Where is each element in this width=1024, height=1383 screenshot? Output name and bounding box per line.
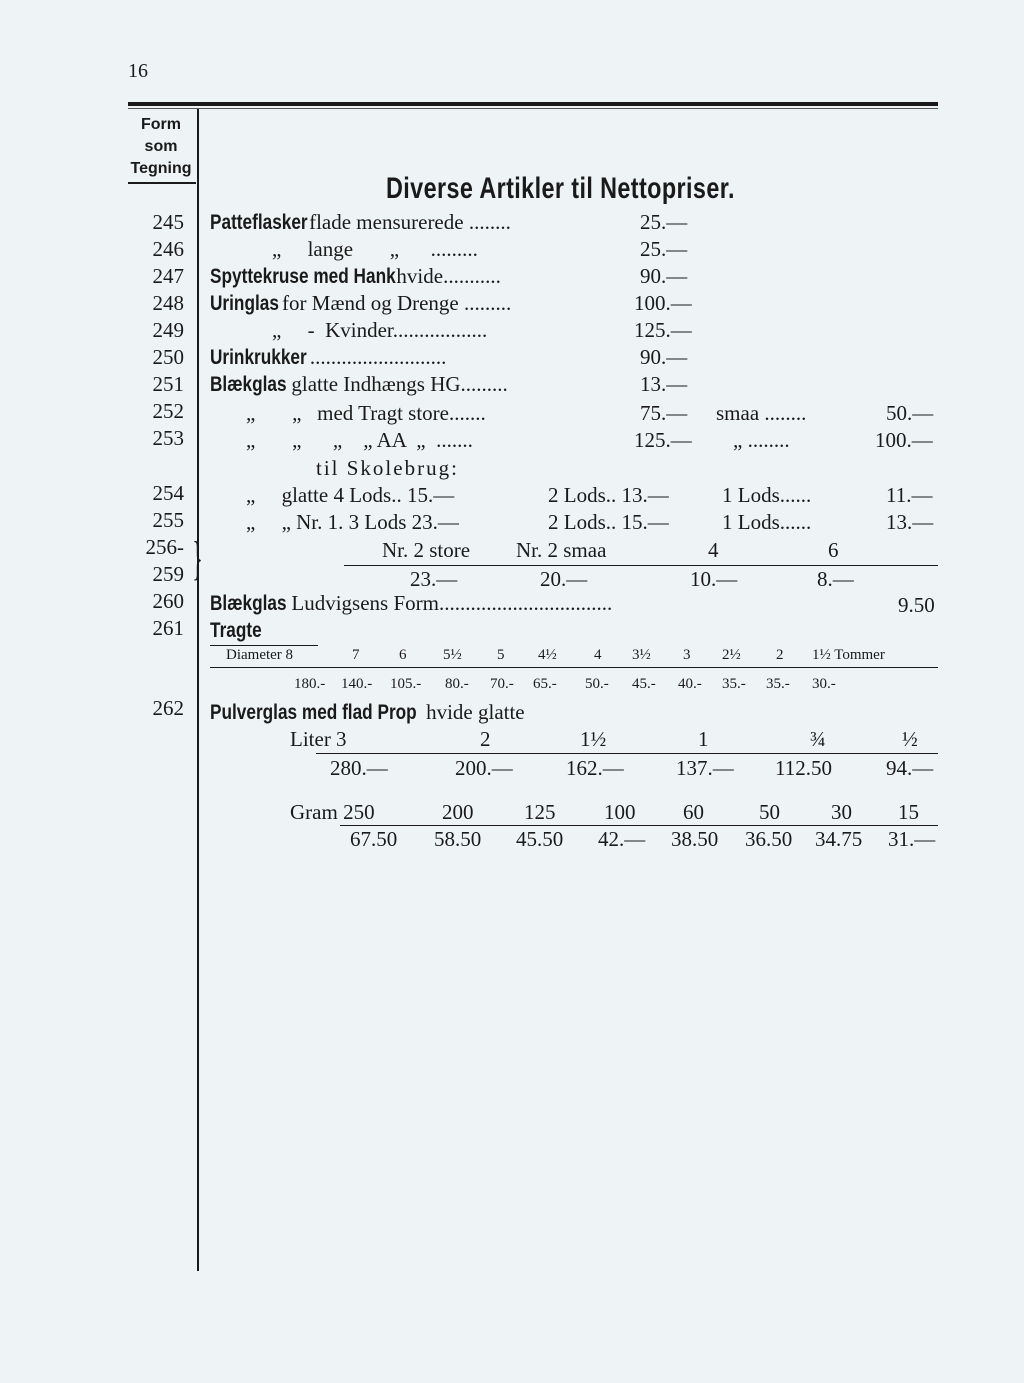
cell: 34.75: [815, 827, 863, 851]
cell: 50: [759, 800, 780, 824]
cell: 60: [683, 800, 704, 824]
cell: 45.-: [632, 676, 656, 692]
form-number: 261: [152, 616, 184, 640]
price: 20.—: [540, 567, 588, 591]
cell: 2: [776, 647, 784, 663]
cell: 35.-: [766, 676, 790, 692]
form-number: 262: [152, 696, 184, 720]
cell: ½: [902, 727, 918, 751]
item-name: Patteflasker: [210, 211, 308, 234]
form-number: 259: [152, 562, 184, 586]
divider: [210, 645, 318, 646]
cell: 94.—: [886, 756, 934, 780]
price: 125.—: [634, 428, 692, 452]
column-divider: [197, 109, 199, 1271]
item-desc: „ - Kvinder..................: [272, 318, 488, 342]
col-d: 13.—: [886, 510, 934, 534]
cell: 112.50: [775, 756, 832, 780]
cell: 50.-: [585, 676, 609, 692]
label: Nr. 2 store: [382, 538, 471, 562]
item-text: [210, 291, 511, 316]
form-number: 252: [152, 399, 184, 423]
cell: 35.-: [722, 676, 746, 692]
cell: 6: [399, 647, 407, 663]
price-small: 50.—: [886, 401, 934, 425]
item-text: [210, 210, 511, 235]
cell: 3½: [632, 647, 651, 663]
form-number: 253: [152, 426, 184, 450]
cell: 100: [604, 800, 636, 824]
cell: 3: [683, 647, 691, 663]
cell: 15: [898, 800, 919, 824]
label: 4: [708, 538, 719, 562]
item-name: Urinkrukker: [210, 346, 307, 369]
cell: 42.—: [598, 827, 646, 851]
price-small: 100.—: [875, 428, 933, 452]
cell: 137.—: [676, 756, 734, 780]
form-number: 248: [152, 291, 184, 315]
price: 100.—: [634, 291, 692, 315]
cell: 280.—: [330, 756, 388, 780]
cell: 180.-: [294, 676, 326, 692]
form-number: 250: [152, 345, 184, 369]
price-small-label: smaa ........: [716, 401, 807, 425]
brace: }: [192, 532, 203, 585]
cell: ¾: [810, 727, 826, 751]
item-desc: hvide glatte: [426, 700, 525, 724]
price: 125.—: [634, 318, 692, 342]
cell: 70.-: [490, 676, 514, 692]
form-number: 247: [152, 264, 184, 288]
price: 8.—: [817, 567, 854, 591]
top-rule: [128, 102, 938, 106]
price: 23.—: [410, 567, 458, 591]
price: 90.—: [640, 264, 688, 288]
page-number: 16: [128, 60, 148, 82]
item-text: [210, 264, 501, 289]
col-a: „ „ Nr. 1. 3 Lods 23.—: [246, 510, 459, 534]
cell: 1½: [580, 727, 607, 751]
col-header-line-3: Tegning: [130, 160, 192, 177]
price: 9.50: [898, 593, 935, 617]
item-desc: hvide...........: [396, 264, 501, 288]
item-name: Spyttekruse med Hank: [210, 265, 396, 288]
cell: 40.-: [678, 676, 702, 692]
price: 90.—: [640, 345, 688, 369]
form-number: 249: [152, 318, 184, 342]
col-b: 2 Lods.. 13.—: [548, 483, 669, 507]
item-name: Blækglas: [210, 373, 287, 396]
cell: 36.50: [745, 827, 793, 851]
price: 25.—: [640, 210, 688, 234]
label: 6: [828, 538, 839, 562]
cell: Gram 250: [290, 800, 375, 824]
cell: 1: [698, 727, 709, 751]
price: 25.—: [640, 237, 688, 261]
price: 75.—: [640, 401, 688, 425]
item-desc: ..........................: [309, 345, 447, 369]
cell: 58.50: [434, 827, 482, 851]
price: 13.—: [640, 372, 688, 396]
cell: Diameter 8: [226, 647, 294, 663]
cell: 31.—: [888, 827, 936, 851]
item-text: [210, 345, 446, 370]
cell: 125: [524, 800, 556, 824]
form-number: 255: [152, 508, 184, 532]
divider: [316, 753, 938, 754]
price: 10.—: [690, 567, 738, 591]
form-number: 254: [152, 481, 184, 505]
cell: 67.50: [350, 827, 398, 851]
item-desc: Ludvigsens Form.................................: [291, 591, 613, 615]
cell: 105.-: [390, 676, 422, 692]
col-header-line-1: Form: [141, 116, 181, 133]
item-text: [210, 372, 508, 397]
page-title: Diverse Artikler til Nettopriser.: [386, 172, 735, 205]
item-name: Blækglas: [210, 592, 287, 615]
cell: 2½: [722, 647, 741, 663]
form-number: 260: [152, 589, 184, 613]
price-small-label: „ ........: [733, 428, 790, 452]
item-text: [210, 700, 525, 725]
cell: 45.50: [516, 827, 564, 851]
item-desc: „ „ med Tragt store.......: [246, 401, 486, 425]
cell: 80.-: [445, 676, 469, 692]
col-header-line-2: som: [144, 138, 178, 155]
divider: [210, 667, 938, 668]
item-name: Tragte: [210, 619, 262, 642]
divider: [344, 565, 938, 566]
cell: 1½ Tommer: [812, 647, 885, 663]
cell: 4½: [538, 647, 557, 663]
form-number: 251: [152, 372, 184, 396]
cell: 140.-: [341, 676, 373, 692]
item-desc: „ lange „ .........: [272, 237, 478, 261]
cell: 38.50: [671, 827, 719, 851]
form-number: 256-: [145, 535, 184, 559]
cell: 5½: [443, 647, 462, 663]
top-rule-thin: [128, 108, 938, 109]
item-desc: for Mænd og Drenge .........: [282, 291, 512, 315]
form-number: 246: [152, 237, 184, 261]
cell: 7: [352, 647, 360, 663]
col-c: 1 Lods......: [722, 510, 812, 534]
item-desc: „ „ „ „ AA „ .......: [246, 428, 473, 452]
col-c: 1 Lods......: [722, 483, 812, 507]
cell: 200: [442, 800, 474, 824]
cell: 200.—: [455, 756, 513, 780]
column-header-rule: [128, 182, 196, 184]
item-text: [210, 591, 612, 616]
column-header: [128, 114, 194, 180]
item-name: Uringlas: [210, 292, 279, 315]
divider: [340, 825, 938, 826]
label: Nr. 2 smaa: [516, 538, 607, 562]
item-name: Pulverglas med flad Prop: [210, 701, 417, 724]
cell: 4: [594, 647, 602, 663]
cell: Liter 3: [290, 727, 347, 751]
cell: 162.—: [566, 756, 624, 780]
cell: 2: [480, 727, 491, 751]
cell: 30.-: [812, 676, 836, 692]
item-desc: flade mensurerede ........: [309, 210, 511, 234]
col-a: „ glatte 4 Lods.. 15.—: [246, 483, 455, 507]
col-b: 2 Lods.. 15.—: [548, 510, 669, 534]
cell: 5: [497, 647, 505, 663]
cell: 65.-: [533, 676, 557, 692]
cell: 30: [831, 800, 852, 824]
item-desc: glatte Indhængs HG.........: [291, 372, 508, 396]
col-d: 11.—: [886, 483, 933, 507]
subheading-skolebrug: til Skolebrug:: [316, 456, 459, 480]
form-number: 245: [152, 210, 184, 234]
